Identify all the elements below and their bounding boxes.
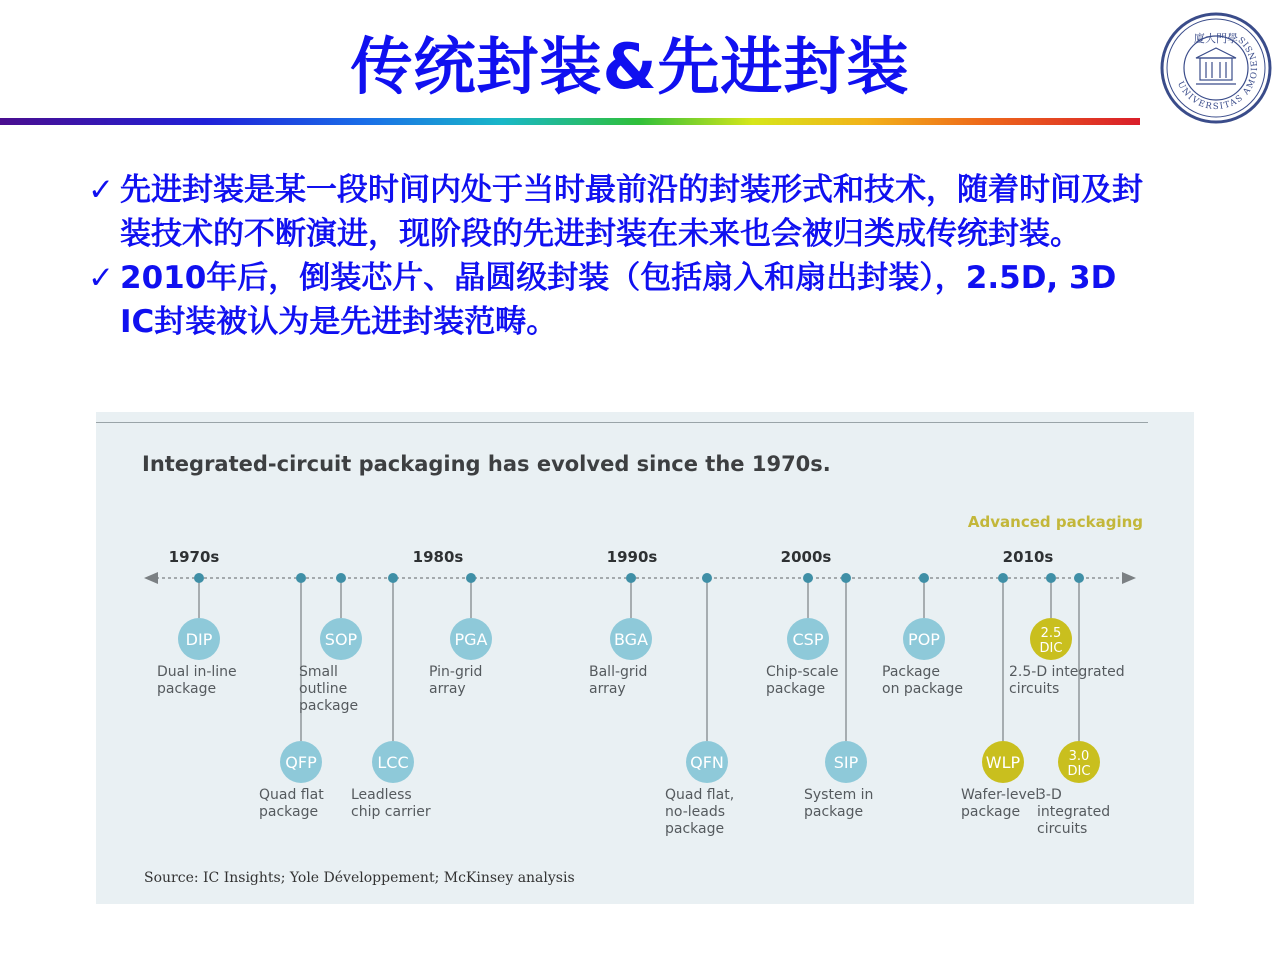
left-arrow-icon — [144, 572, 158, 584]
package-abbr: DIC — [1039, 641, 1063, 656]
timeline-dot — [998, 573, 1008, 583]
package-description: package — [665, 821, 725, 837]
logo-ring-textpath: UNIVERSITAS AMOIENSIS — [1175, 32, 1261, 113]
bullet-item — [88, 256, 1148, 344]
timeline-dot — [1046, 573, 1056, 583]
timeline-dot — [1074, 573, 1084, 583]
package-description: chip carrier — [351, 804, 431, 820]
package-abbr: CSP — [792, 630, 824, 649]
package-abbr: SIP — [833, 753, 859, 772]
package-description: no-leads — [665, 804, 726, 820]
package-description: on package — [882, 681, 963, 697]
package-abbr: LCC — [377, 753, 409, 772]
package-abbr: QFP — [285, 753, 317, 772]
package-description: package — [804, 804, 864, 820]
package-description: integrated — [1037, 804, 1111, 820]
package-description: array — [429, 681, 466, 697]
packaging-timeline-figure — [96, 412, 1194, 904]
package-abbr: DIC — [1067, 764, 1091, 779]
package-description: 2.5-D integrated — [1009, 664, 1125, 680]
package-abbr: QFN — [690, 753, 724, 772]
checkmark-icon: ✓ — [88, 260, 114, 296]
slide-title: 传统封装&先进封装 — [350, 30, 910, 103]
timeline-dot — [919, 573, 929, 583]
package-description: package — [766, 681, 826, 697]
package-description: circuits — [1037, 821, 1088, 837]
package-description: Ball-grid — [589, 664, 648, 680]
package-abbr: BGA — [613, 630, 649, 649]
package-abbr: DIP — [185, 630, 213, 649]
timeline-dot — [466, 573, 476, 583]
package-description: outline — [299, 681, 348, 697]
figure-source: Source: IC Insights; Yole Développement; McKinsey analysis — [144, 870, 575, 886]
right-arrow-icon — [1122, 572, 1136, 584]
package-description: array — [589, 681, 626, 697]
timeline-dot — [296, 573, 306, 583]
bullet-list — [88, 168, 1148, 344]
bullet-text: 2010年后，倒装芯片、晶圆级封装（包括扇入和扇出封装），2.5D, 3D IC封装被认为是先进封装范畴。 — [120, 260, 1117, 340]
timeline-diagram — [96, 412, 1194, 904]
package-description: System in — [804, 787, 874, 803]
package-description: Leadless — [351, 787, 412, 803]
package-description: package — [299, 698, 359, 714]
timeline-dot — [626, 573, 636, 583]
package-description: Package — [882, 664, 941, 680]
timeline-dot — [388, 573, 398, 583]
timeline-dot — [702, 573, 712, 583]
package-description: Quad flat — [259, 787, 324, 803]
university-seal-logo — [1160, 12, 1272, 124]
checkmark-icon: ✓ — [88, 172, 114, 208]
decade-label: 1970s — [168, 548, 220, 566]
timeline-dot — [841, 573, 851, 583]
bullet-item — [88, 168, 1148, 256]
decade-label: 1980s — [412, 548, 464, 566]
package-abbr: PGA — [454, 630, 488, 649]
package-description: package — [157, 681, 217, 697]
package-description: package — [259, 804, 319, 820]
timeline-dot — [803, 573, 813, 583]
decade-label: 2000s — [780, 548, 832, 566]
rainbow-divider — [0, 118, 1140, 125]
timeline-dot — [194, 573, 204, 583]
package-description: Dual in-line — [157, 664, 237, 680]
bullet-text: 先进封装是某一段时间内处于当时最前沿的封装形式和技术，随着时间及封装技术的不断演进，现阶段的先进封装在未来也会被归类成传统封装。 — [120, 172, 1143, 252]
package-description: Quad flat, — [665, 787, 735, 803]
logo-top-text: 廈大門學 — [1194, 32, 1238, 45]
timeline-dot — [336, 573, 346, 583]
decade-label: 1990s — [606, 548, 658, 566]
package-abbr: SOP — [324, 630, 358, 649]
package-description: Wafer-level — [961, 787, 1040, 803]
package-abbr: POP — [908, 630, 940, 649]
package-description: 3-D — [1037, 787, 1062, 803]
package-abbr: WLP — [985, 753, 1021, 772]
package-abbr: 3.0 — [1068, 749, 1090, 764]
package-description: package — [961, 804, 1021, 820]
decade-label: 2010s — [1002, 548, 1054, 566]
package-description: circuits — [1009, 681, 1060, 697]
package-abbr: 2.5 — [1040, 626, 1062, 641]
package-description: Chip-scale — [766, 664, 839, 680]
package-description: Small — [299, 664, 338, 680]
advanced-packaging-label: Advanced packaging — [967, 513, 1143, 531]
package-description: Pin-grid — [429, 664, 483, 680]
figure-title: Integrated-circuit packaging has evolved since the 1970s. — [142, 452, 831, 476]
